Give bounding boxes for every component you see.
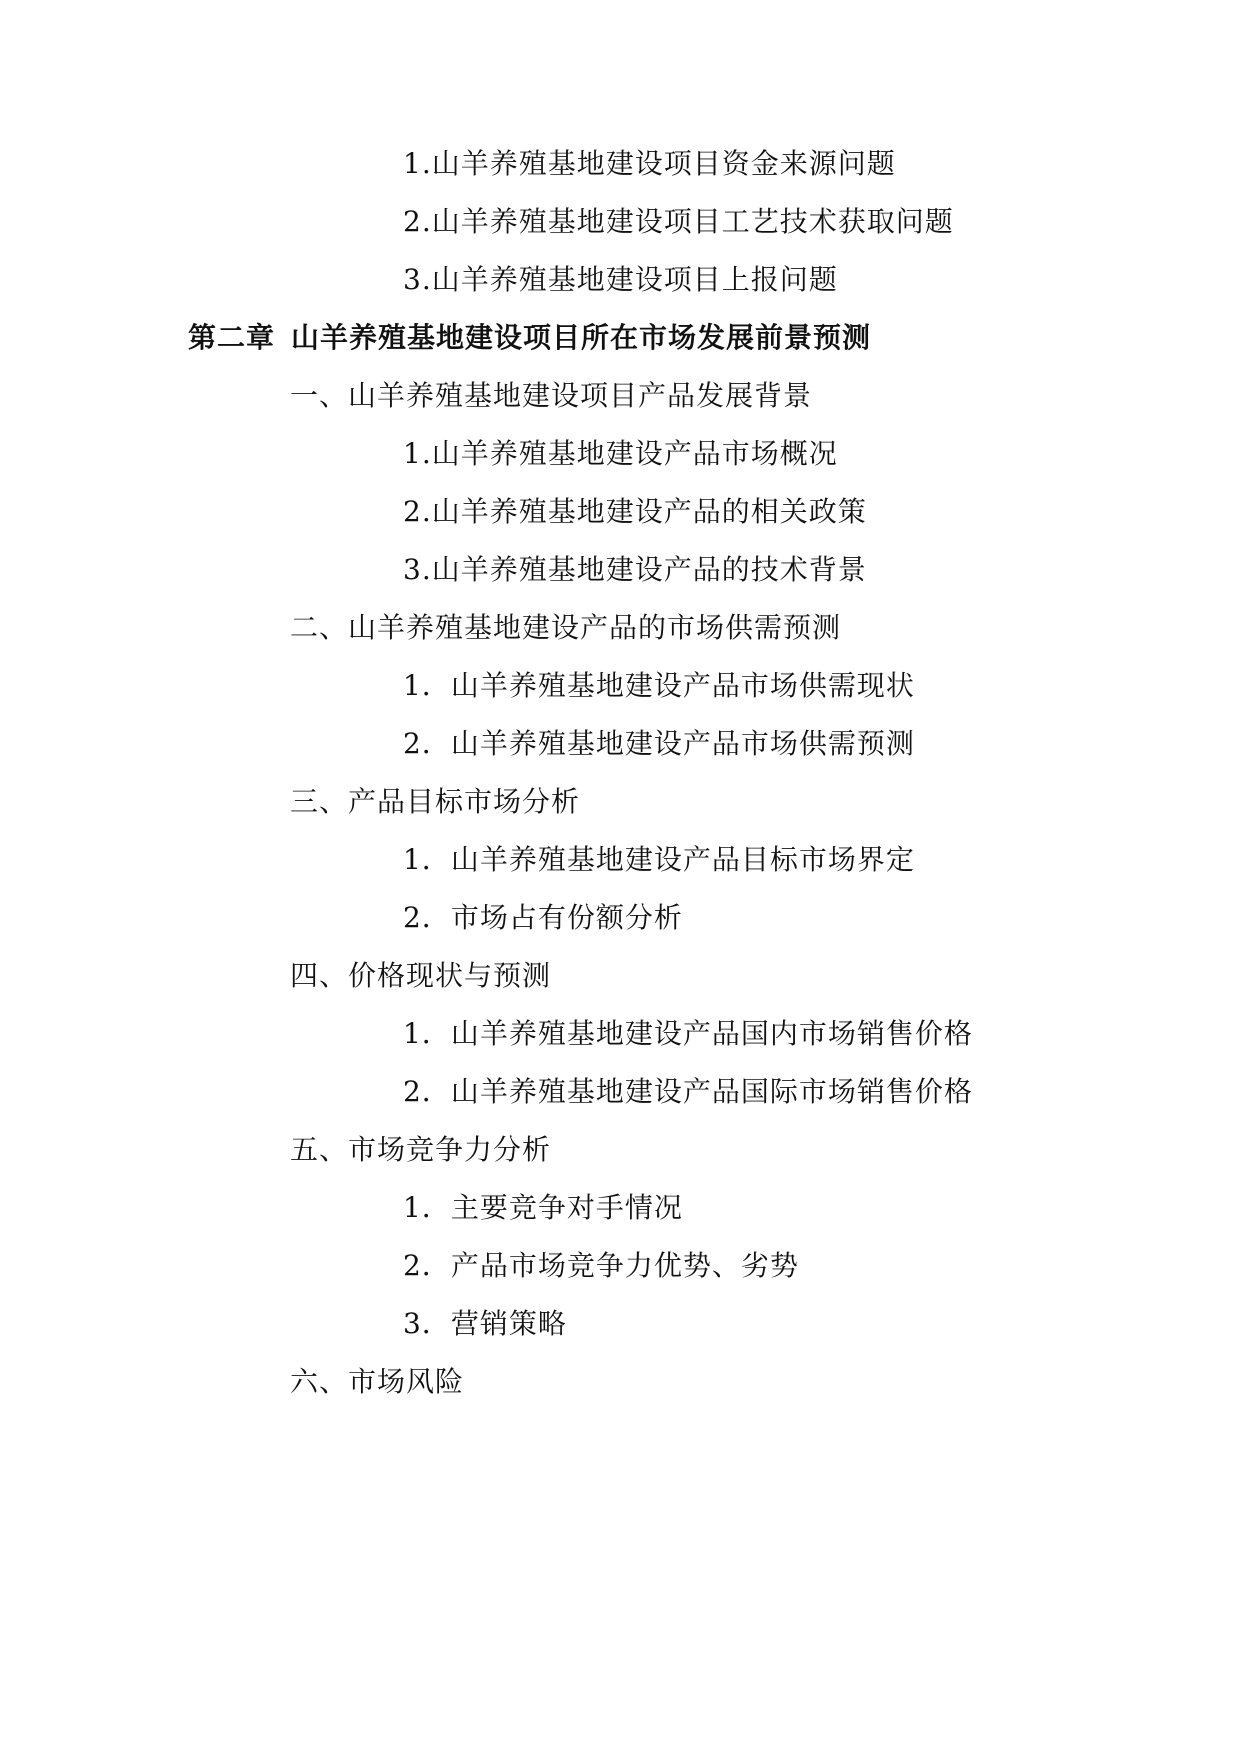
toc-entry: 1.山羊养殖基地建设产品市场概况 [403, 437, 838, 470]
toc-entry: 2.山羊养殖基地建设项目工艺技术获取问题 [403, 205, 954, 238]
toc-entry: 2．市场占有份额分析 [403, 901, 683, 934]
toc-entry: 1.山羊养殖基地建设项目资金来源问题 [403, 147, 896, 180]
toc-entry: 3.山羊养殖基地建设项目上报问题 [403, 263, 838, 296]
chapter-number: 第二章 [188, 321, 276, 354]
toc-entry: 3.山羊养殖基地建设产品的技术背景 [403, 553, 867, 586]
toc-entry: 2．山羊养殖基地建设产品国际市场销售价格 [403, 1075, 973, 1108]
toc-section: 五、市场竞争力分析 [290, 1133, 552, 1166]
toc-section: 四、价格现状与预测 [290, 959, 552, 992]
chapter-heading [188, 320, 871, 356]
toc-section: 二、山羊养殖基地建设产品的市场供需预测 [290, 611, 842, 644]
toc-entry: 3．营销策略 [403, 1307, 567, 1340]
toc-entry: 2．产品市场竞争力优势、劣势 [403, 1249, 799, 1282]
toc-entry: 1．山羊养殖基地建设产品国内市场销售价格 [403, 1017, 973, 1050]
toc-entry: 1．主要竞争对手情况 [403, 1191, 683, 1224]
toc-entry: 1．山羊养殖基地建设产品目标市场界定 [403, 843, 915, 876]
toc-entry: 1．山羊养殖基地建设产品市场供需现状 [403, 669, 915, 702]
toc-entry: 2．山羊养殖基地建设产品市场供需预测 [403, 727, 915, 760]
toc-section: 三、产品目标市场分析 [290, 785, 581, 818]
toc-section: 一、山羊养殖基地建设项目产品发展背景 [290, 379, 813, 412]
toc-section: 六、市场风险 [290, 1365, 465, 1398]
toc-entry: 2.山羊养殖基地建设产品的相关政策 [403, 495, 867, 528]
chapter-title: 山羊养殖基地建设项目所在市场发展前景预测 [291, 321, 872, 354]
